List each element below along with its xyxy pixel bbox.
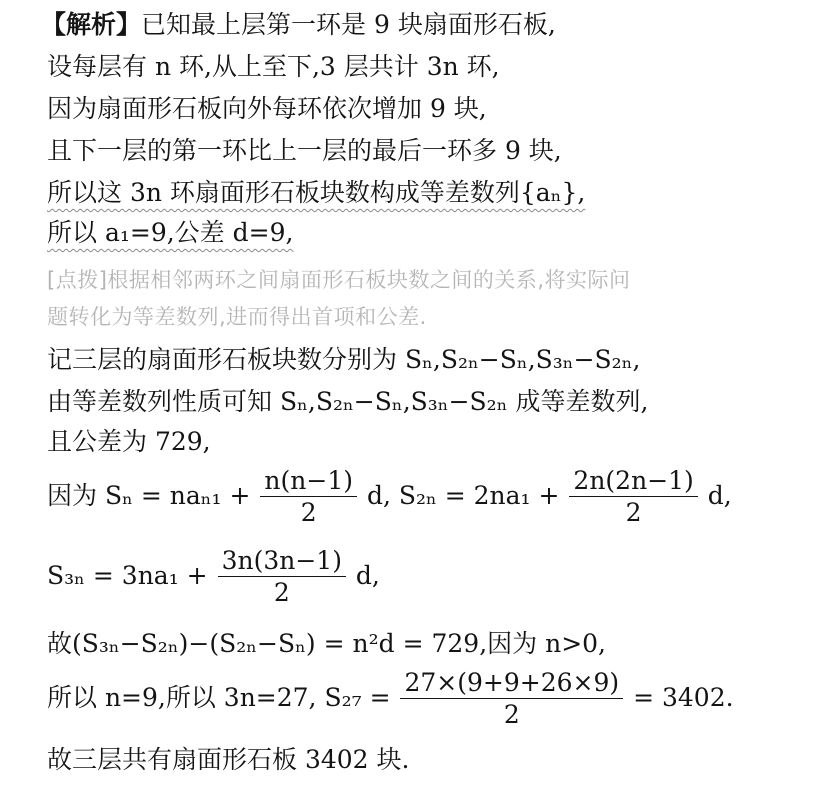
- eq4-fraction-numerator: 27×(9+9+26×9): [400, 668, 623, 699]
- eq1-prefix: 因为 Sₙ = naₙ₁ +: [47, 481, 251, 510]
- eq2-fraction: [218, 546, 346, 609]
- solution-line-1: [41, 8, 556, 42]
- solution-line-5: 所以这 3n 环扇面形石板块数构成等差数列{aₙ},: [47, 178, 586, 207]
- eq2-fraction-denominator: 2: [273, 578, 290, 607]
- eq1-fraction-2-denominator: 2: [625, 498, 642, 527]
- conclusion-line: 故三层共有扇面形石板 3402 块.: [47, 745, 410, 774]
- solution-line-4: 且下一层的第一环比上一层的最后一环多 9 块,: [47, 136, 562, 165]
- analysis-tag: 【解析】: [41, 10, 142, 39]
- solution-line-3: 因为扇面形石板向外每环依次增加 9 块,: [47, 94, 487, 123]
- eq1-fraction-1-numerator: n(n−1): [260, 466, 357, 497]
- eq2-prefix: S₃ₙ = 3na₁ +: [47, 561, 208, 590]
- eq4-fraction: [400, 668, 623, 731]
- equation-sum-n: [47, 466, 732, 529]
- eq2-suffix: d,: [355, 561, 380, 590]
- first-ring-statement: 已知最上层第一环是 9 块扇面形石板,: [141, 10, 556, 39]
- eq1-fraction-1: [260, 466, 357, 529]
- eq4-suffix: = 3402.: [633, 683, 734, 712]
- eq1-suffix: d,: [707, 481, 732, 510]
- equation-total: [47, 668, 734, 731]
- eq4-fraction-denominator: 2: [503, 700, 520, 729]
- step-line-1: 记三层的扇面形石板块数分别为 Sₙ,S₂ₙ−Sₙ,S₃ₙ−S₂ₙ,: [47, 345, 641, 374]
- tip-line-1: [点拨]根据相邻两环之间扇面形石板块数之间的关系,将实际问: [47, 268, 631, 292]
- eq1-fraction-1-denominator: 2: [300, 498, 317, 527]
- eq2-fraction-numerator: 3n(3n−1): [218, 546, 346, 577]
- eq4-prefix: 所以 n=9,所以 3n=27, S₂₇ =: [47, 683, 391, 712]
- eq1-fraction-2-numerator: 2n(2n−1): [569, 466, 697, 497]
- solution-line-2: 设每层有 n 环,从上至下,3 层共计 3n 环,: [47, 52, 500, 81]
- eq1-fraction-2: [569, 466, 697, 529]
- solution-line-6: 所以 a₁=9,公差 d=9,: [47, 218, 294, 247]
- step-line-3: 且公差为 729,: [47, 427, 211, 456]
- eq1-middle: d, S₂ₙ = 2na₁ +: [366, 481, 560, 510]
- step-line-2: 由等差数列性质可知 Sₙ,S₂ₙ−Sₙ,S₃ₙ−S₂ₙ 成等差数列,: [47, 387, 649, 416]
- equation-sum-3n: [47, 546, 380, 609]
- tip-line-2: 题转化为等差数列,进而得出首项和公差.: [47, 305, 427, 329]
- equation-difference: 故(S₃ₙ−S₂ₙ)−(S₂ₙ−Sₙ) = n²d = 729,因为 n>0,: [47, 629, 607, 658]
